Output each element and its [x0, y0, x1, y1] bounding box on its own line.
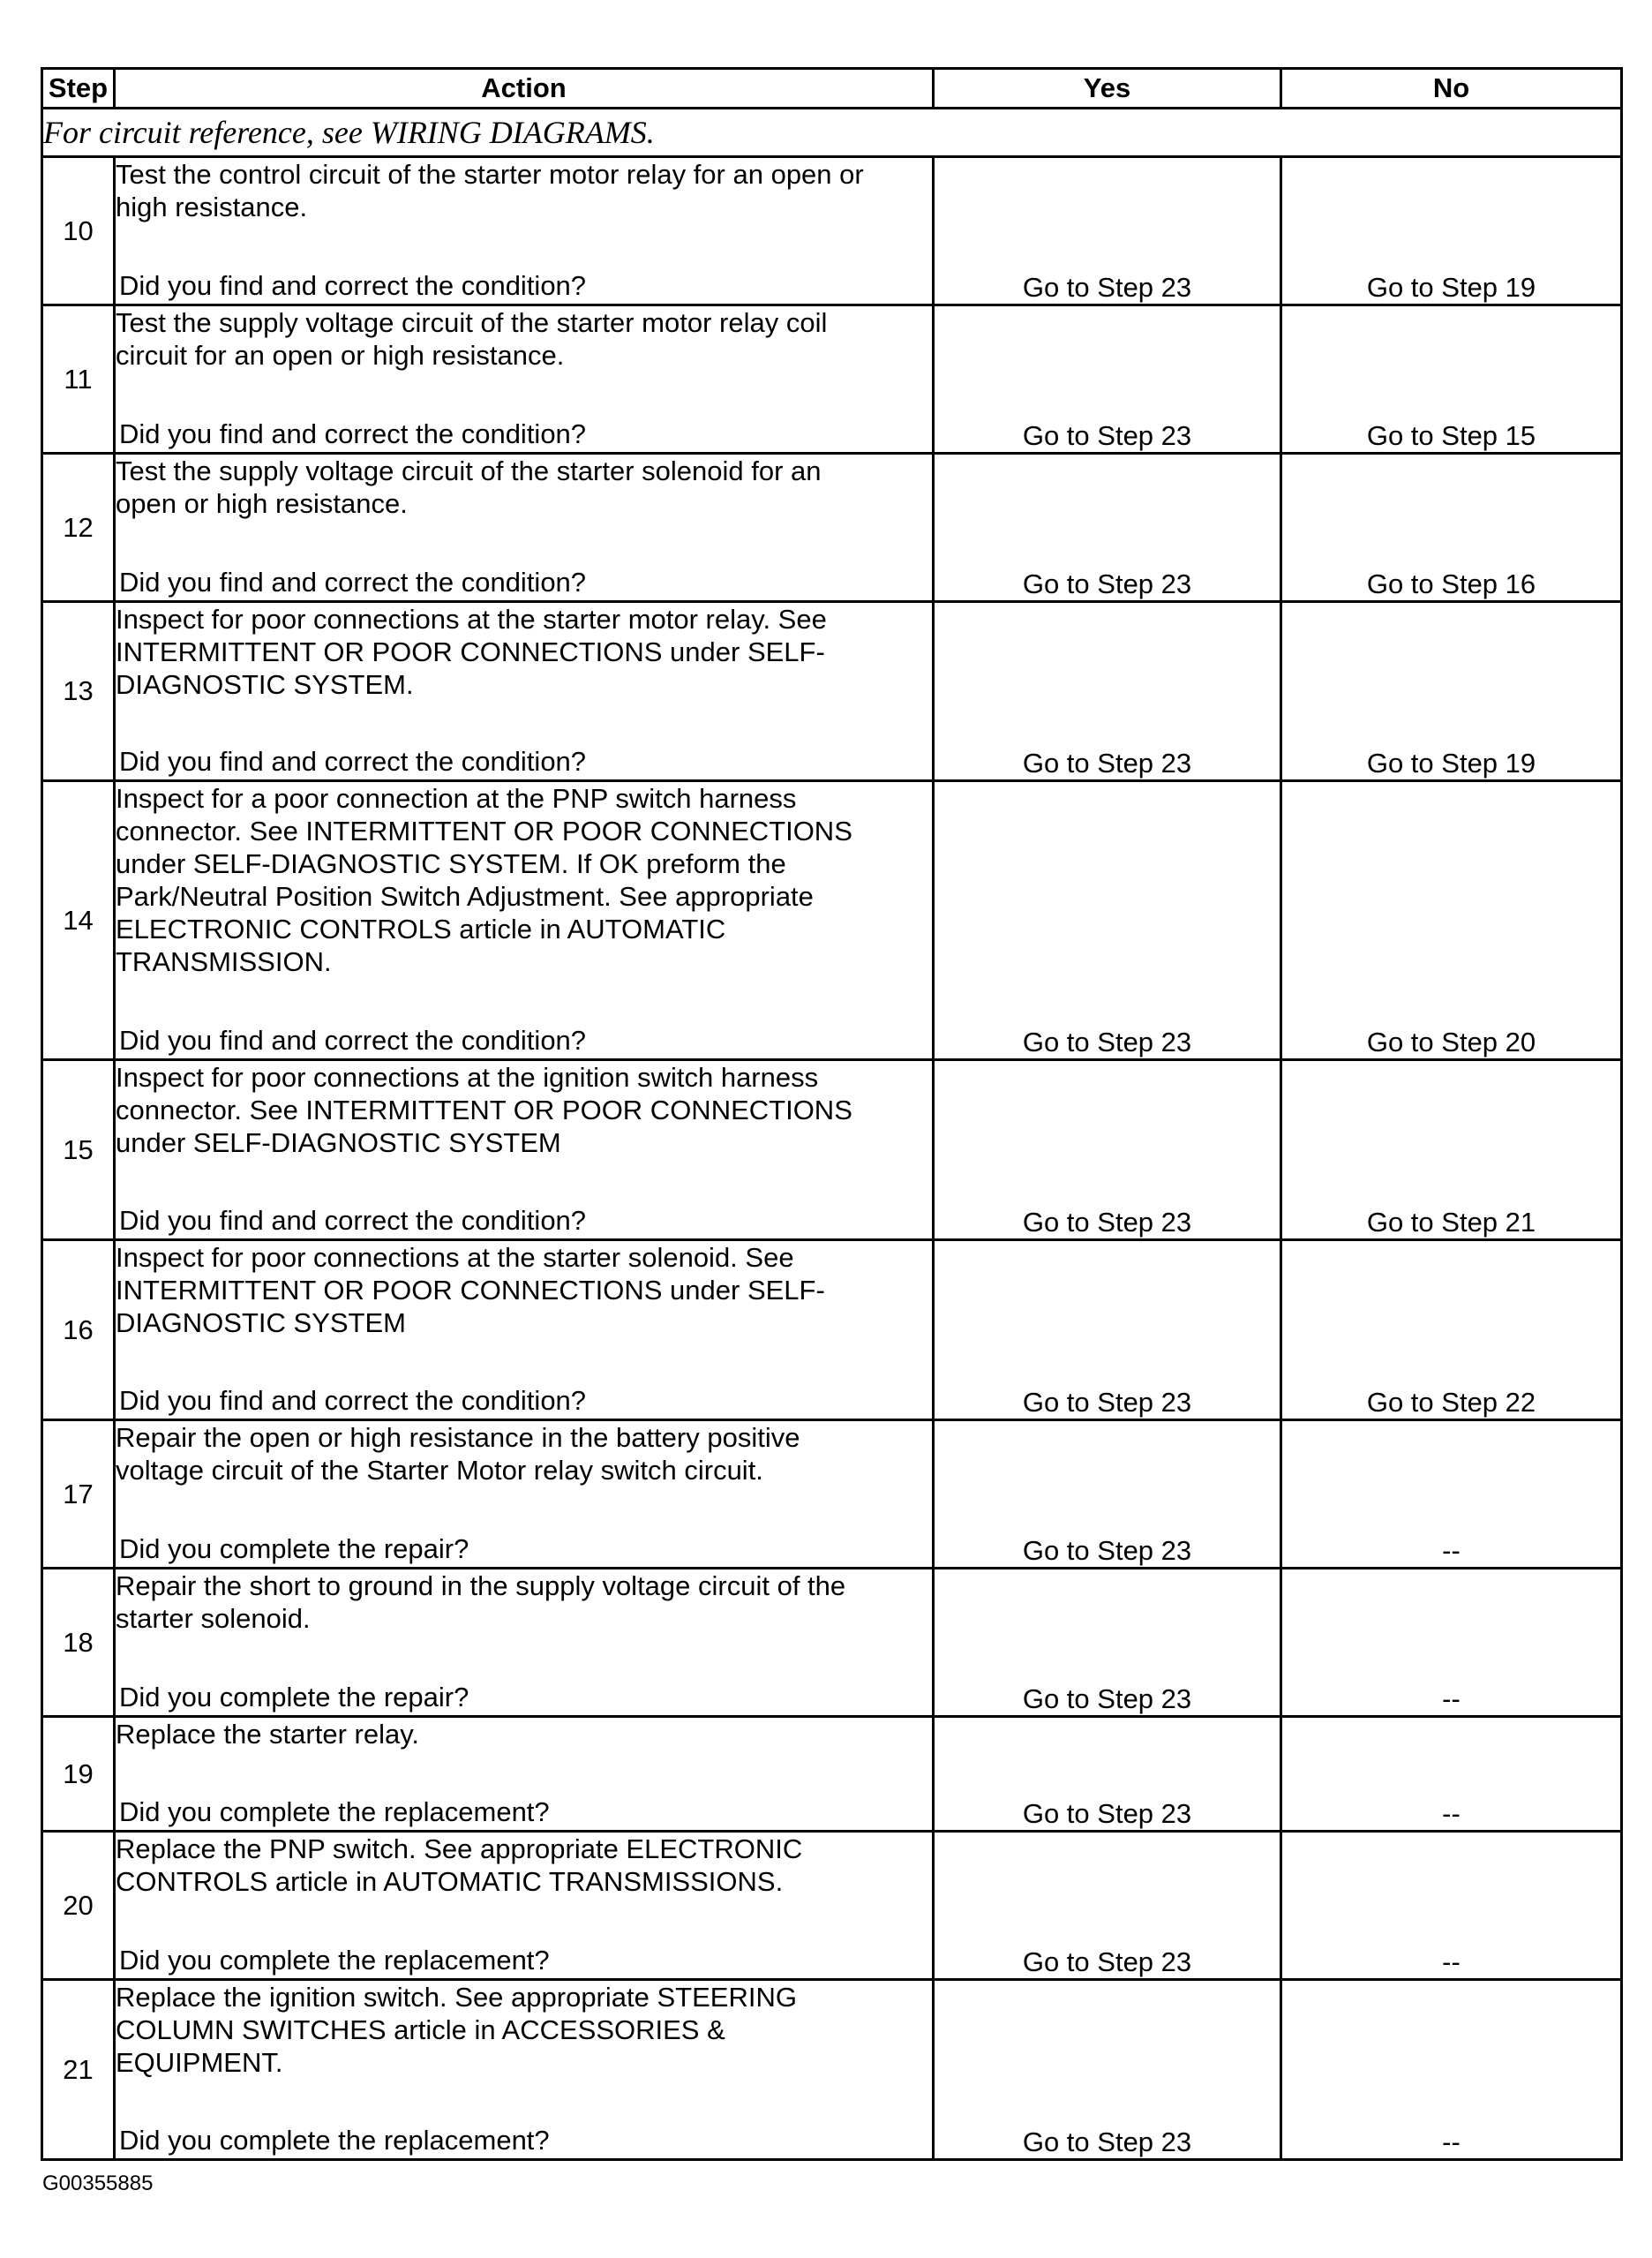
action-cell [115, 1832, 934, 1980]
no-result: -- [1281, 1569, 1622, 1717]
table-row [42, 602, 1622, 781]
action-cell [115, 454, 934, 602]
action-question: Did you complete the replacement? [119, 1796, 550, 1827]
diagnostic-sheet [41, 67, 1620, 2161]
action-cell [115, 602, 934, 781]
yes-result: Go to Step 23 [934, 1060, 1281, 1240]
step-number: 12 [42, 454, 115, 602]
table-row [42, 1240, 1622, 1420]
table-row [42, 1832, 1622, 1980]
step-number: 17 [42, 1420, 115, 1569]
action-cell [115, 305, 934, 454]
action-description: Repair the open or high resistance in the battery positive voltage circuit of the Starter Motor relay switch circuit. [116, 1422, 800, 1486]
no-result: Go to Step 15 [1281, 305, 1622, 454]
yes-result: Go to Step 23 [934, 157, 1281, 305]
header-step: Step [42, 69, 115, 109]
step-number: 16 [42, 1240, 115, 1420]
step-number: 13 [42, 602, 115, 781]
action-description: Inspect for a poor connection at the PNP switch harness connector. See INTERMITTENT OR POOR CONNECTIONS under SELF-DIAGNOSTIC SYSTEM. If OK preform the Park/Neutral Position Switch Adjustment. See appropriate ELECTRONIC CONTROLS article in AUTOMATIC TRANSMISSION. [116, 783, 852, 977]
action-question: Did you find and correct the condition? [119, 270, 587, 301]
yes-result: Go to Step 23 [934, 1980, 1281, 2160]
step-number: 21 [42, 1980, 115, 2160]
table-row [42, 157, 1622, 305]
circuit-reference-note: For circuit reference, see WIRING DIAGRAMS. [42, 109, 1622, 157]
action-question: Did you complete the replacement? [119, 1945, 550, 1976]
table-row [42, 1569, 1622, 1717]
action-cell [115, 1717, 934, 1832]
step-number: 14 [42, 781, 115, 1060]
header-no: No [1281, 69, 1622, 109]
yes-result: Go to Step 23 [934, 1420, 1281, 1569]
figure-id: G00355885 [42, 2171, 154, 2195]
step-number: 10 [42, 157, 115, 305]
action-description: Test the supply voltage circuit of the starter solenoid for an open or high resistance. [116, 455, 822, 519]
note-row [42, 109, 1622, 157]
no-result: Go to Step 22 [1281, 1240, 1622, 1420]
action-cell [115, 1980, 934, 2160]
no-result: Go to Step 21 [1281, 1060, 1622, 1240]
yes-result: Go to Step 23 [934, 1832, 1281, 1980]
step-number: 15 [42, 1060, 115, 1240]
action-description: Inspect for poor connections at the ignition switch harness connector. See INTERMITTENT OR POOR CONNECTIONS under SELF-DIAGNOSTIC SYSTEM [116, 1062, 852, 1158]
step-number: 11 [42, 305, 115, 454]
action-cell [115, 1569, 934, 1717]
table-row [42, 1717, 1622, 1832]
action-question: Did you find and correct the condition? [119, 1385, 587, 1416]
action-question: Did you find and correct the condition? [119, 567, 587, 598]
action-cell [115, 781, 934, 1060]
yes-result: Go to Step 23 [934, 454, 1281, 602]
action-question: Did you complete the repair? [119, 1682, 469, 1712]
header-yes: Yes [934, 69, 1281, 109]
action-question: Did you find and correct the condition? [119, 1205, 587, 1236]
table-row [42, 305, 1622, 454]
no-result: -- [1281, 1420, 1622, 1569]
action-cell [115, 1420, 934, 1569]
action-description: Inspect for poor connections at the starter solenoid. See INTERMITTENT OR POOR CONNECTIONS under SELF- DIAGNOSTIC SYSTEM [116, 1242, 825, 1338]
no-result: -- [1281, 1717, 1622, 1832]
action-cell [115, 157, 934, 305]
yes-result: Go to Step 23 [934, 1569, 1281, 1717]
step-number: 19 [42, 1717, 115, 1832]
step-number: 20 [42, 1832, 115, 1980]
action-cell [115, 1060, 934, 1240]
action-cell [115, 1240, 934, 1420]
header-action: Action [115, 69, 934, 109]
action-question: Did you find and correct the condition? [119, 1025, 587, 1056]
action-description: Test the control circuit of the starter motor relay for an open or high resistance. [116, 159, 864, 222]
action-description: Repair the short to ground in the supply voltage circuit of the starter solenoid. [116, 1570, 846, 1634]
table-row [42, 454, 1622, 602]
no-result: -- [1281, 1832, 1622, 1980]
yes-result: Go to Step 23 [934, 781, 1281, 1060]
action-description: Replace the ignition switch. See appropriate STEERING COLUMN SWITCHES article in ACCESSORIES & EQUIPMENT. [116, 1982, 797, 2078]
yes-result: Go to Step 23 [934, 1240, 1281, 1420]
yes-result: Go to Step 23 [934, 1717, 1281, 1832]
action-description: Inspect for poor connections at the starter motor relay. See INTERMITTENT OR POOR CONNECTIONS under SELF- DIAGNOSTIC SYSTEM. [116, 604, 827, 700]
table-row [42, 781, 1622, 1060]
no-result: Go to Step 20 [1281, 781, 1622, 1060]
no-result: Go to Step 19 [1281, 602, 1622, 781]
action-description: Test the supply voltage circuit of the starter motor relay coil circuit for an open or high resistance. [116, 307, 828, 371]
step-number: 18 [42, 1569, 115, 1717]
no-result: -- [1281, 1980, 1622, 2160]
yes-result: Go to Step 23 [934, 602, 1281, 781]
action-description: Replace the starter relay. [116, 1719, 420, 1750]
no-result: Go to Step 19 [1281, 157, 1622, 305]
header-row [42, 69, 1622, 109]
action-question: Did you find and correct the condition? [119, 418, 587, 449]
table-row [42, 1420, 1622, 1569]
yes-result: Go to Step 23 [934, 305, 1281, 454]
diagnostic-table [41, 67, 1623, 2161]
no-result: Go to Step 16 [1281, 454, 1622, 602]
action-description: Replace the PNP switch. See appropriate ELECTRONIC CONTROLS article in AUTOMATIC TRANSMISSIONS. [116, 1833, 803, 1897]
table-row [42, 1060, 1622, 1240]
action-question: Did you complete the repair? [119, 1533, 469, 1564]
action-question: Did you complete the replacement? [119, 2125, 550, 2156]
action-question: Did you find and correct the condition? [119, 746, 587, 777]
table-row [42, 1980, 1622, 2160]
